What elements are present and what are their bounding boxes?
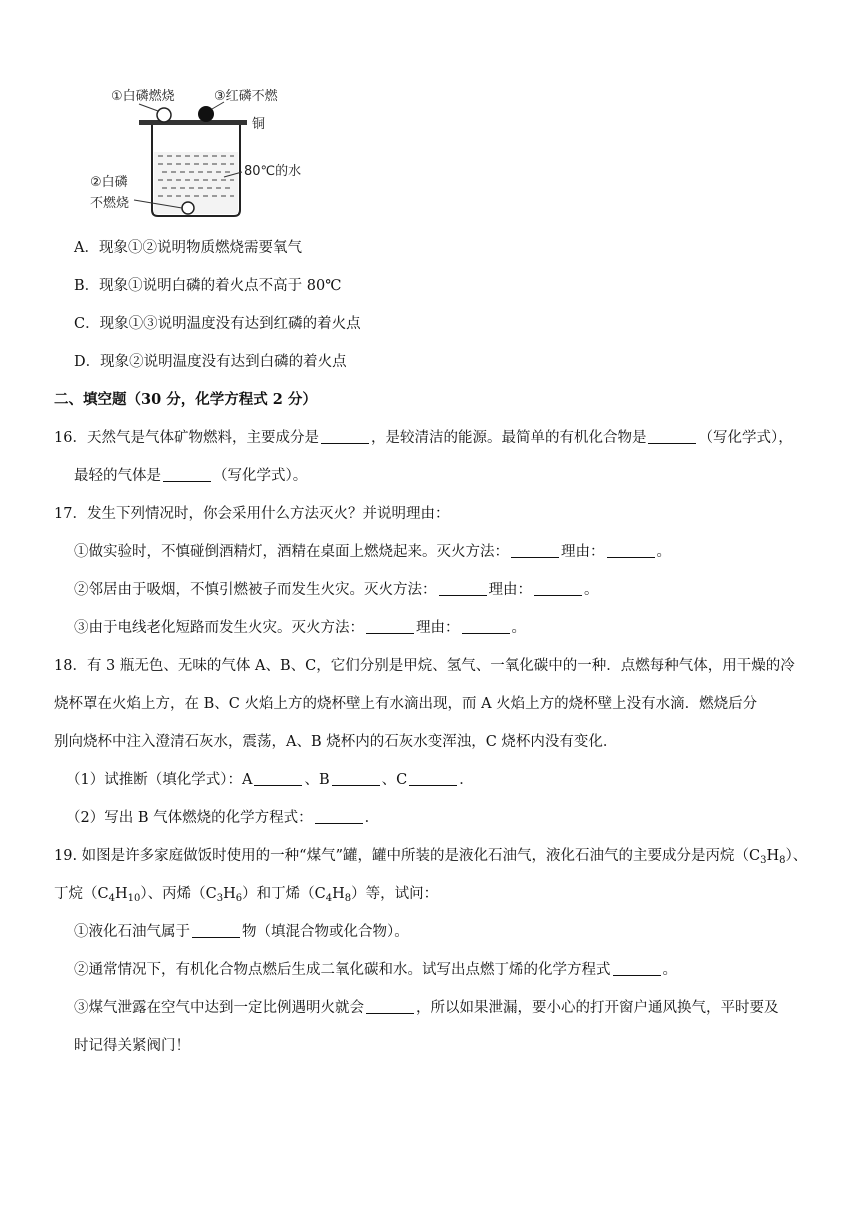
q19-item-1-text: ①液化石油气属于: [74, 924, 190, 940]
q17-stem: 17．发生下列情况时，你会采用什么方法灭火？并说明理由：: [54, 506, 450, 522]
q19-line-1: [54, 846, 807, 866]
q16-line-2: [74, 466, 307, 486]
q19-l2-text: ）、丙烯（C: [140, 886, 217, 902]
q16-text-a: 16．天然气是气体矿物燃料，主要成分是: [54, 430, 319, 446]
q16-text-c: （写化学式），: [698, 430, 793, 446]
q19-l2-h: H: [223, 886, 236, 902]
answer-blank[interactable]: [409, 770, 457, 786]
q19-item-3-continued: 时记得关紧阀门！: [74, 1038, 190, 1054]
q18-part-2-b: ．: [364, 810, 380, 826]
q17-item-1: [74, 542, 671, 562]
q18-part-1: [66, 770, 474, 790]
q17-item-1-text: ①做实验时，不慎碰倒酒精灯，酒精在桌面上燃烧起来。灭火方法：: [74, 544, 509, 560]
q19-item-2: [74, 960, 677, 980]
q16-text-e: （写化学式）。: [213, 468, 308, 484]
subscript: 8: [344, 893, 352, 904]
q17-item-3: [74, 618, 526, 638]
q19-l1-text: 19. 如图是许多家庭做饭时使用的一种“煤气”罐，罐中所装的是液化石油气，液化石油气的主要成分是丙烷（C: [54, 848, 761, 864]
answer-blank[interactable]: [511, 542, 559, 558]
q17-reason-label: 理由：: [561, 544, 605, 560]
q18-part-1-d: ．: [459, 772, 474, 788]
q17-reason-label: 理由：: [488, 582, 532, 598]
q16-text-d: 最轻的气体是: [74, 468, 161, 484]
answer-blank[interactable]: [648, 428, 696, 444]
subscript: 8: [779, 855, 786, 866]
answer-blank[interactable]: [462, 618, 510, 634]
answer-blank[interactable]: [321, 428, 369, 444]
q19-item-1-end: 物（填混合物或化合物）。: [242, 924, 409, 940]
q18-line-3: 别向烧杯中注入澄清石灰水，震荡，A、B 烧杯内的石灰水变浑浊，C 烧杯内没有变化．: [54, 734, 618, 750]
q17-period: 。: [584, 582, 599, 598]
copper-plate: [139, 120, 247, 125]
combustion-experiment-figure: [84, 82, 334, 224]
q19-item-3: [74, 998, 779, 1018]
q18-line-1: 18．有 3 瓶无色、无味的气体 A、B、C，它们分别是甲烷、氢气、一氧化碳中的一种．点燃每种气体，用干燥的冷: [54, 658, 795, 674]
q19-item-3-end: ，所以如果泄漏，要小心的打开窗户通风换气，平时要及: [416, 1000, 779, 1016]
subscript: 10: [127, 893, 141, 904]
q19-l2-h: H: [114, 886, 128, 902]
q17-period: 。: [656, 544, 671, 560]
section-title: 二、填空题（30 分，化学方程式 2 分）: [54, 391, 317, 408]
q19-l2-text: ）和丁烯（C: [242, 886, 326, 902]
subscript: 3: [216, 893, 224, 904]
q19-l1-h: H: [766, 848, 780, 864]
figure-label-white-phosphorus-burning: ①白磷燃烧: [111, 89, 175, 104]
figure-label-hot-water: 80℃的水: [244, 164, 302, 179]
q17-item-2: [74, 580, 599, 600]
subscript: 3: [760, 855, 767, 866]
figure-label-white-phosphorus-under-water-1: ②白磷: [90, 175, 128, 190]
answer-blank[interactable]: [534, 580, 582, 596]
q18-part-1-b: 、B: [304, 772, 330, 788]
q17-period: 。: [511, 620, 526, 636]
white-phosphorus-on-plate: [157, 108, 171, 122]
answer-blank[interactable]: [163, 466, 211, 482]
figure-label-white-phosphorus-under-water-2: 不燃烧: [90, 196, 130, 211]
q19-item-2-end: 。: [662, 962, 677, 978]
q19-item-2-text: ②通常情况下，有机化合物点燃后生成二氧化碳和水。试写出点燃丁烯的化学方程式: [74, 962, 611, 978]
q15-option-a: A．现象①②说明物质燃烧需要氧气: [74, 240, 302, 256]
red-phosphorus-on-plate: [198, 106, 214, 122]
figure-label-red-phosphorus-not-burning: ③红磷不燃: [214, 89, 278, 104]
q18-line-2: 烧杯罩在火焰上方，在 B、C 火焰上方的烧杯壁上有水滴出现，而 A 火焰上方的烧杯壁上没有水滴．燃烧后分: [54, 696, 758, 712]
q16-text-b: ，是较清洁的能源。最简单的有机化合物是: [370, 430, 647, 446]
q15-option-b: B．现象①说明白磷的着火点不高于 80℃: [74, 278, 342, 294]
q19-l2-h: H: [332, 886, 345, 902]
q17-item-3-text: ③由于电线老化短路而发生火灾。灭火方法：: [74, 620, 364, 636]
q18-part-1-a: （1）试推断（填化学式）：A: [66, 772, 253, 788]
q15-option-d: D．现象②说明温度没有达到白磷的着火点: [74, 354, 347, 370]
subscript: 4: [108, 893, 115, 904]
q18-part-2: [66, 808, 379, 828]
q17-item-2-text: ②邻居由于吸烟，不慎引燃被子而发生火灾。灭火方法：: [74, 582, 437, 598]
q19-l1-end: ）、: [785, 848, 808, 864]
answer-blank[interactable]: [366, 998, 414, 1014]
subscript: 4: [325, 893, 333, 904]
q15-option-c: C．现象①③说明温度没有达到红磷的着火点: [74, 316, 361, 332]
figure-label-copper: 铜: [252, 117, 266, 132]
q19-item-3-text: ③煤气泄露在空气中达到一定比例遇明火就会: [74, 1000, 364, 1016]
answer-blank[interactable]: [192, 922, 240, 938]
q19-l2-end: ）等，试问：: [351, 886, 439, 902]
answer-blank[interactable]: [439, 580, 487, 596]
q18-part-1-c: 、C: [381, 772, 408, 788]
q19-line-2: [54, 884, 438, 904]
answer-blank[interactable]: [613, 960, 661, 976]
white-phosphorus-under-water: [182, 202, 194, 214]
water: [154, 152, 238, 214]
answer-blank[interactable]: [315, 808, 363, 824]
q18-part-2-a: （2）写出 B 气体燃烧的化学方程式：: [66, 810, 313, 826]
answer-blank[interactable]: [366, 618, 414, 634]
answer-blank[interactable]: [254, 770, 302, 786]
q19-l2-text: 丁烷（C: [54, 886, 109, 902]
subscript: 6: [235, 893, 243, 904]
answer-blank[interactable]: [607, 542, 655, 558]
q19-item-1: [74, 922, 409, 942]
q16-line-1: [54, 428, 793, 448]
q17-reason-label: 理由：: [416, 620, 460, 636]
answer-blank[interactable]: [332, 770, 380, 786]
leader-line-1: [139, 104, 158, 111]
